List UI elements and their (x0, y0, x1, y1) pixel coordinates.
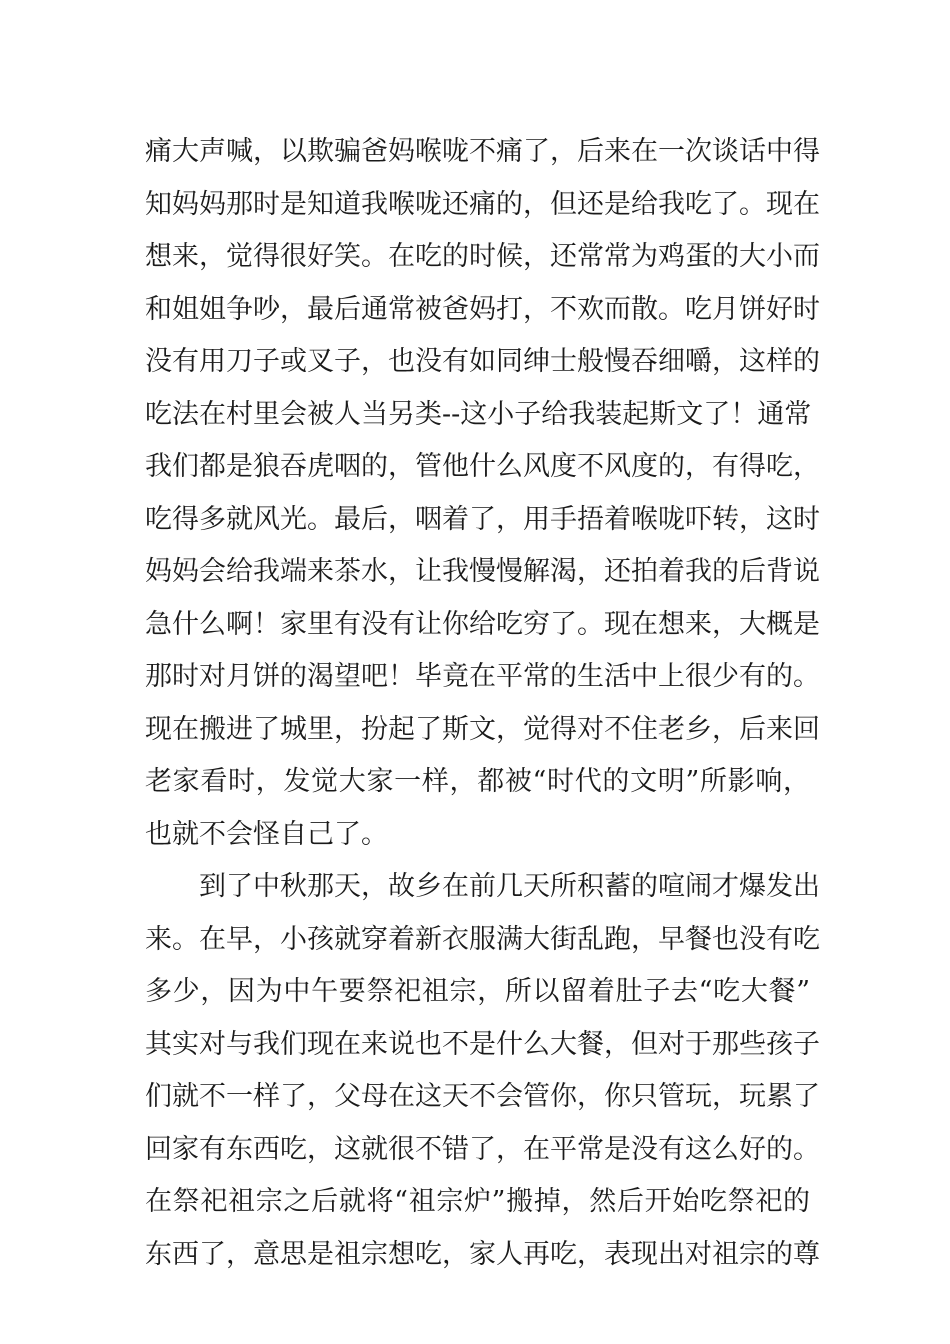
body-text (145, 126, 820, 1281)
text-line: 到了中秋那天，故乡在前几天所积蓄的喧闹才爆发出 (199, 871, 820, 902)
text-line: 痛大声喊，以欺骗爸妈喉咙不痛了，后来在一次谈话中得 (145, 136, 820, 167)
text-line: 我们都是狼吞虎咽的，管他什么风度不风度的，有得吃， (145, 451, 820, 482)
text-line: 和姐姐争吵，最后通常被爸妈打，不欢而散。吃月饼好时 (145, 293, 820, 325)
text-line: 也就不会怪自己了。 (145, 818, 388, 850)
paragraph-2 (145, 861, 820, 1281)
text-line: 没有用刀子或叉子，也没有如同绅士般慢吞细嚼，这样的 (145, 346, 820, 377)
text-line: 那时对月饼的渴望吧！毕竟在平常的生活中上很少有的。 (145, 661, 820, 692)
text-line: 现在搬进了城里，扮起了斯文，觉得对不住老乡，后来回 (145, 713, 820, 745)
text-line: 回家有东西吃，这就很不错了，在平常是没有这么好的。 (145, 1133, 820, 1165)
text-line: 在祭祀祖宗之后就将“祖宗炉”搬掉，然后开始吃祭祀的 (145, 1186, 810, 1217)
text-line: 急什么啊！家里有没有让你给吃穷了。现在想来，大概是 (145, 608, 820, 640)
text-line: 其实对与我们现在来说也不是什么大餐，但对于那些孩子 (145, 1028, 820, 1060)
text-line: 们就不一样了，父母在这天不会管你，你只管玩，玩累了 (145, 1081, 820, 1112)
text-line: 知妈妈那时是知道我喉咙还痛的，但还是给我吃了。现在 (145, 188, 820, 220)
text-line: 多少，因为中午要祭祀祖宗，所以留着肚子去“吃大餐” (145, 976, 810, 1007)
text-line: 吃法在村里会被人当另类--这小子给我装起斯文了！通常 (145, 398, 812, 430)
text-line: 吃得多就风光。最后，咽着了，用手捂着喉咙吓转，这时 (145, 503, 820, 535)
text-line: 东西了，意思是祖宗想吃，家人再吃，表现出对祖宗的尊 (145, 1238, 820, 1270)
text-line: 老家看时，发觉大家一样，都被“时代的文明”所影响， (145, 766, 810, 797)
text-line: 想来，觉得很好笑。在吃的时候，还常常为鸡蛋的大小而 (145, 241, 820, 272)
text-line: 妈妈会给我端来茶水，让我慢慢解渴，还拍着我的后背说 (145, 556, 820, 587)
paragraph-1 (145, 126, 820, 861)
text-line: 来。在早，小孩就穿着新衣服满大街乱跑，早餐也没有吃 (145, 923, 820, 955)
